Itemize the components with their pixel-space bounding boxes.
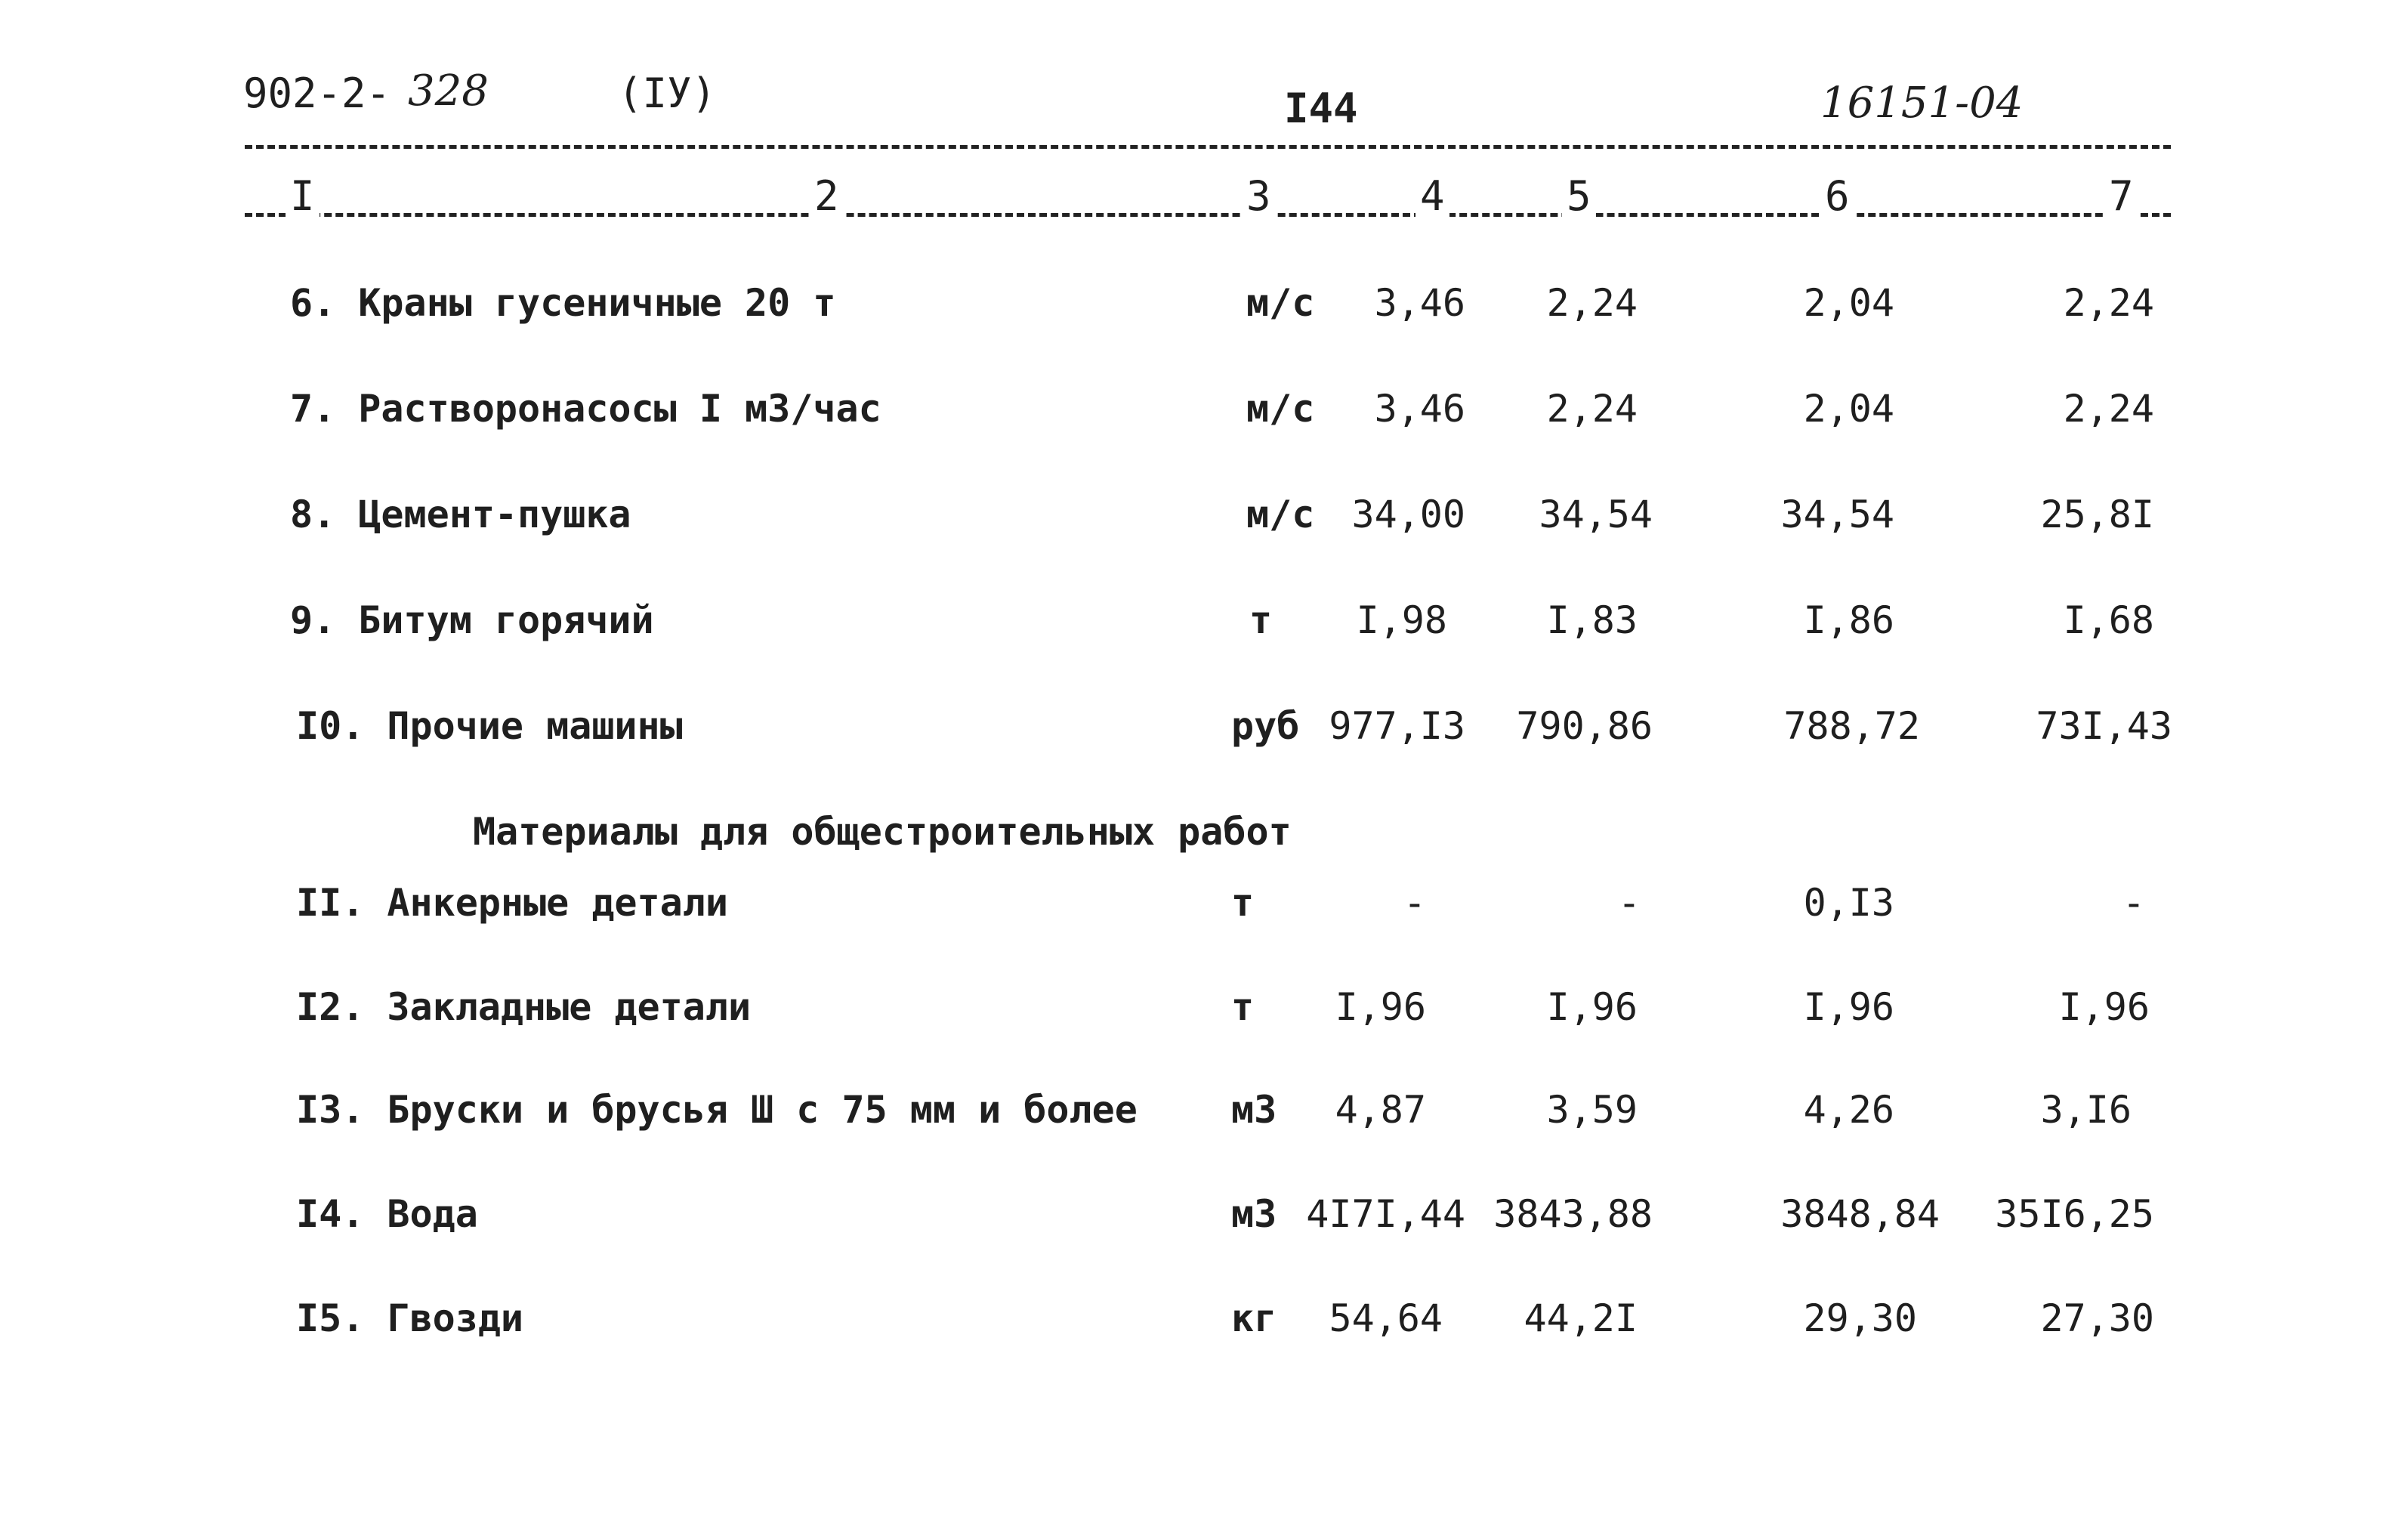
row-col6: 0,I3 [1803, 881, 1894, 925]
row-label: 9. Битум горячий [290, 598, 654, 642]
column-number-5: 5 [1562, 172, 1596, 220]
row-col5: 2,24 [1546, 387, 1638, 431]
row-col5: 2,24 [1546, 281, 1638, 325]
row-unit: т [1249, 598, 1273, 642]
row-col5: I,96 [1546, 985, 1638, 1029]
row-col6: 4,26 [1803, 1088, 1894, 1132]
album-number: (IУ) [618, 70, 717, 117]
row-col7: 25,8I [2040, 493, 2154, 536]
row-col6: 2,04 [1803, 387, 1894, 431]
row-col6: I,86 [1803, 598, 1894, 642]
row-col7: 27,30 [2040, 1296, 2154, 1340]
column-number-6: 6 [1820, 172, 1854, 220]
row-col6: 29,30 [1803, 1296, 1917, 1340]
row-label: I3. Бруски и брусья Ш с 75 мм и более [296, 1088, 1138, 1132]
row-col4: 54,64 [1329, 1296, 1443, 1340]
row-col7: 2,24 [2063, 281, 2154, 325]
doc-code-handwritten: 328 [408, 66, 489, 116]
column-number-7: 7 [2104, 172, 2138, 220]
row-col4: 4I7I,44 [1306, 1192, 1465, 1236]
row-col4: I,98 [1356, 598, 1447, 642]
row-unit: руб [1231, 704, 1300, 748]
ref-number-handwritten: 16151-04 [1820, 79, 2024, 128]
row-unit: м3 [1231, 1088, 1277, 1132]
row-col4: 4,87 [1335, 1088, 1426, 1132]
column-number-1: I [286, 172, 320, 220]
row-col4: - [1403, 881, 1426, 925]
row-label: I5. Гвозди [296, 1296, 524, 1340]
row-col5: 790,86 [1516, 704, 1653, 748]
row-label: 8. Цемент-пушка [290, 493, 631, 536]
column-number-rule [245, 213, 2171, 217]
doc-code-prefix: 902-2- [243, 70, 391, 117]
row-unit: м3 [1231, 1192, 1277, 1236]
row-label: 7. Растворонасосы I м3/час [290, 387, 881, 431]
row-col7: I,96 [2058, 985, 2150, 1029]
row-col6: 34,54 [1780, 493, 1894, 536]
row-col7: 73I,43 [2036, 704, 2172, 748]
row-col4: 977,I3 [1329, 704, 1465, 748]
row-col7: - [2122, 881, 2145, 925]
row-col4: I,96 [1335, 985, 1426, 1029]
row-label: 6. Краны гусеничные 20 т [290, 281, 836, 325]
row-col7: 2,24 [2063, 387, 2154, 431]
header-rule [245, 145, 2171, 149]
column-number-2: 2 [810, 172, 844, 220]
row-col5: I,83 [1546, 598, 1638, 642]
row-unit: м/с [1246, 387, 1315, 431]
column-number-4: 4 [1415, 172, 1449, 220]
row-col5: 3,59 [1546, 1088, 1638, 1132]
row-label: I4. Вода [296, 1192, 478, 1236]
section-title: Материалы для общестроительных работ [473, 810, 1292, 854]
row-col5: - [1617, 881, 1641, 925]
page-number: I44 [1284, 85, 1358, 132]
row-col6: 3848,84 [1780, 1192, 1940, 1236]
row-col5: 3843,88 [1493, 1192, 1653, 1236]
row-col4: 3,46 [1374, 387, 1465, 431]
row-col4: 3,46 [1374, 281, 1465, 325]
column-number-3: 3 [1242, 172, 1276, 220]
row-col7: I,68 [2063, 598, 2154, 642]
row-col7: 35I6,25 [1995, 1192, 2154, 1236]
row-label: II. Анкерные детали [296, 881, 728, 925]
row-unit: т [1231, 881, 1255, 925]
row-label: I0. Прочие машины [296, 704, 683, 748]
row-label: I2. Закладные детали [296, 985, 752, 1029]
row-unit: м/с [1246, 493, 1315, 536]
row-col6: 2,04 [1803, 281, 1894, 325]
row-col5: 34,54 [1539, 493, 1653, 536]
row-col6: 788,72 [1783, 704, 1920, 748]
row-unit: м/с [1246, 281, 1315, 325]
row-col4: 34,00 [1351, 493, 1465, 536]
row-unit: кг [1231, 1296, 1277, 1340]
row-unit: т [1231, 985, 1255, 1029]
row-col5: 44,2I [1524, 1296, 1638, 1340]
row-col7: 3,I6 [2040, 1088, 2132, 1132]
row-col6: I,96 [1803, 985, 1894, 1029]
